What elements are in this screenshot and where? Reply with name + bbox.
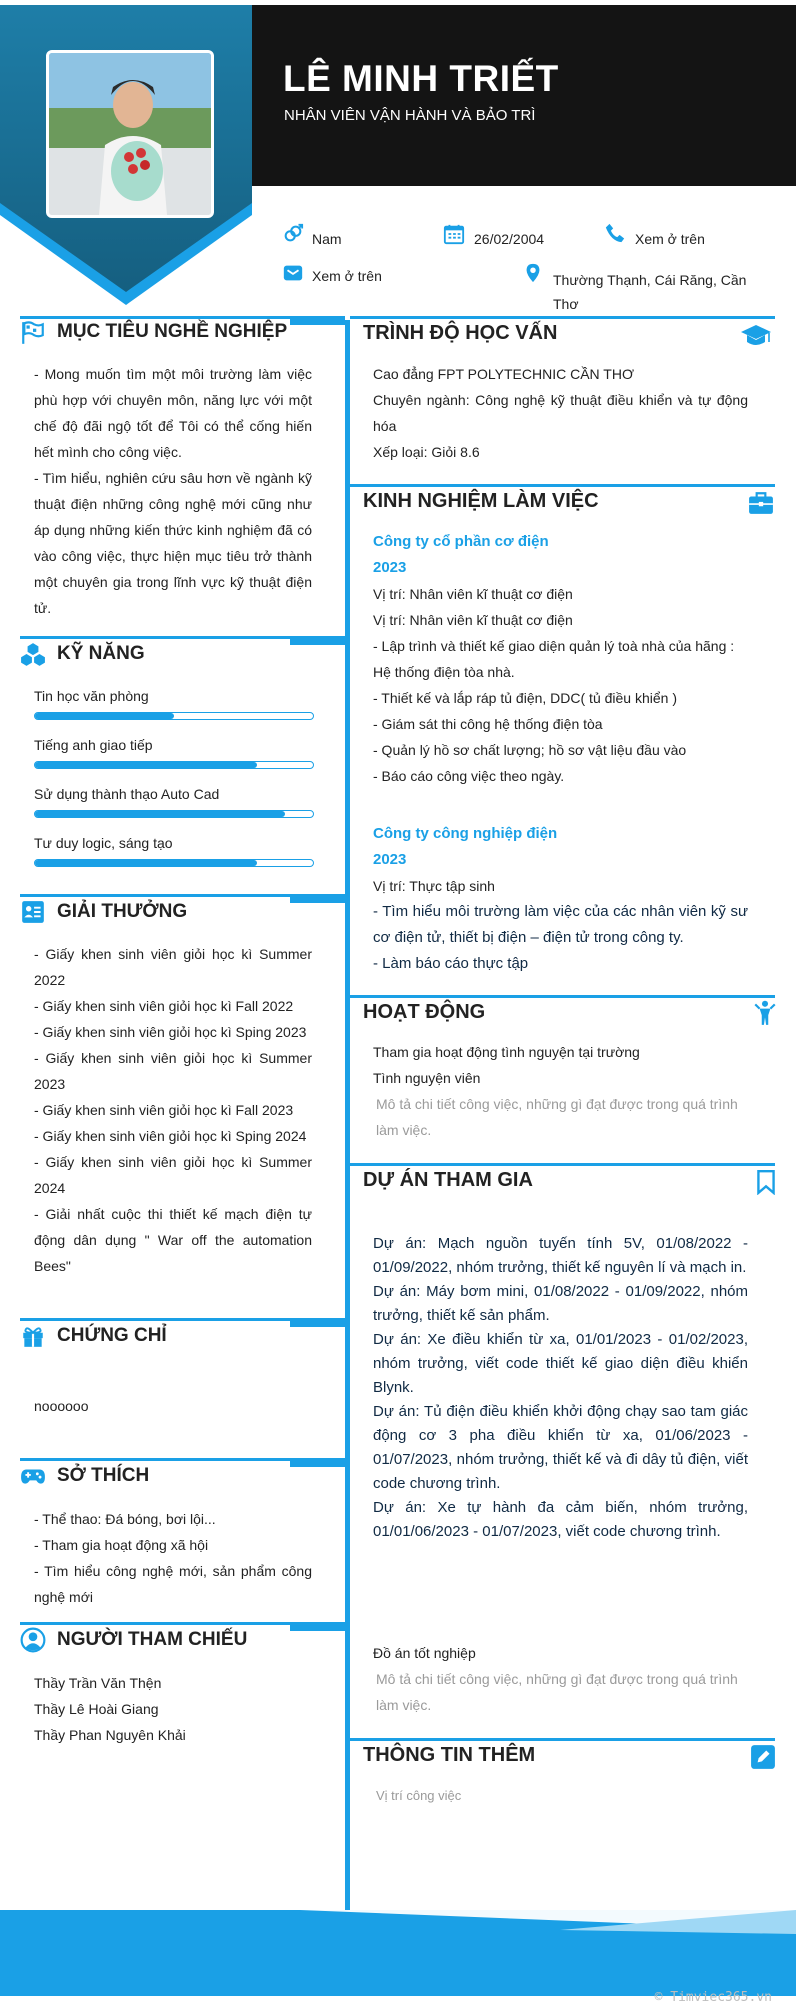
graduation-cap-icon (740, 322, 772, 350)
section-rule (350, 484, 775, 487)
job-line: - Tìm hiểu môi trường làm việc của các nhân viên kỹ sư cơ điện tử, thiết bị điện – điện tử trong công ty. (373, 903, 748, 946)
career-goal-paragraph: - Mong muốn tìm một môi trường làm việc phù hợp với chuyên môn, năng lực với một chế độ đãi ngộ tốt để Tôi có thể cống hiến hết mình cho công việc. (34, 366, 312, 460)
education-grade: Xếp loại: Giỏi 8.6 (373, 444, 480, 460)
award-item: - Giấy khen sinh viên giỏi học kì Summer 2022 (34, 946, 312, 988)
projects-list (373, 1232, 748, 1544)
job-line: Vị trí: Nhân viên kĩ thuật cơ điện (373, 612, 573, 628)
phone-icon (604, 222, 626, 244)
section-tab (290, 1318, 345, 1327)
reference-item: Thầy Trần Văn Thện (34, 1675, 162, 1691)
award-item: - Giấy khen sinh viên giỏi học kì Sping 2023 (34, 1024, 307, 1040)
skill-bar (34, 810, 314, 818)
hobbies-title: SỞ THÍCH (57, 1465, 150, 1486)
skill-name: Tiếng anh giao tiếp (34, 737, 153, 753)
references-list (34, 1670, 312, 1748)
award-item: - Giải nhất cuộc thi thiết kế mạch điện tự động dân dụng " War off the automation Bees" (34, 1206, 312, 1274)
cubes-icon (20, 641, 46, 667)
skill-name: Tư duy logic, sáng tạo (34, 835, 173, 851)
skill-name: Sử dụng thành thạo Auto Cad (34, 786, 220, 802)
project-item: Dự án: Máy bơm mini, 01/08/2022 - 01/09/2022, nhóm trưởng, thiết kế sản phẩm. (373, 1283, 748, 1324)
skill-bar (34, 761, 314, 769)
email-icon (282, 262, 304, 284)
skill-bar (34, 859, 314, 867)
credit-text: © Timviec365.vn (654, 1990, 772, 2005)
skill-level (35, 860, 257, 866)
award-item: - Giấy khen sinh viên giỏi học kì Fall 2023 (34, 1102, 294, 1118)
user-circle-icon (20, 1627, 46, 1653)
award-item: - Giấy khen sinh viên giỏi học kì Summer 2023 (34, 1050, 312, 1092)
footer-band (0, 1910, 796, 1996)
education-details (373, 361, 748, 465)
hobbies-list (34, 1506, 312, 1610)
award-item: - Giấy khen sinh viên giỏi học kì Summer 2024 (34, 1154, 312, 1196)
email-value[interactable]: Xem ở trên (312, 268, 382, 284)
company-name: Công ty cổ phần cơ điện (373, 533, 549, 550)
section-tab (290, 1458, 345, 1467)
section-rule (350, 995, 775, 998)
skill-bar (34, 712, 314, 720)
skill-name: Tin học văn phòng (34, 688, 149, 704)
certificates-text: noooooo (34, 1398, 89, 1414)
avatar (46, 50, 214, 218)
award-item: - Giấy khen sinh viên giỏi học kì Sping 2024 (34, 1128, 307, 1144)
column-divider (345, 320, 350, 1920)
calendar-icon (443, 223, 465, 245)
section-tab (290, 1622, 345, 1631)
gift-icon (20, 1323, 46, 1349)
career-goal-title: MỤC TIÊU NGHỀ NGHIỆP (57, 321, 288, 342)
experience-job-2 (373, 821, 748, 977)
extra-info-placeholder[interactable]: Vị trí công việc (376, 1788, 462, 1803)
birthday-value: 26/02/2004 (474, 231, 545, 247)
gender-value: Nam (312, 231, 342, 247)
graduation-project (373, 1640, 748, 1718)
job-position: Vị trí: Thực tập sinh (373, 878, 495, 894)
job-line: - Làm báo cáo thực tập (373, 955, 529, 972)
section-tab (290, 316, 345, 325)
job-year: 2023 (373, 559, 407, 576)
address-value: Thường Thạnh, Cái Răng, Cần Thơ (553, 272, 747, 312)
job-line: - Thiết kế và lắp ráp tủ điện, DDC( tủ điều khiển ) (373, 690, 678, 706)
flag-icon (20, 320, 46, 346)
project-item: Dự án: Tủ điện điều khiển khởi động chạy sao tam giác động cơ 3 pha điều khiển từ xa, 01/06/2023 - 01/07/2023, nhóm trưởng, thiết kế và đi dây tủ điện, viết code chương trình. (373, 1403, 748, 1492)
company-name: Công ty công nghiệp điện (373, 825, 558, 842)
project-item: Dự án: Xe điều khiển từ xa, 01/01/2023 - 01/02/2023, nhóm trưởng, viết code thiết kế giao diện điều khiển Blynk. (373, 1331, 748, 1396)
location-icon (522, 262, 544, 284)
career-goal-text (34, 361, 312, 621)
reference-item: Thầy Phan Nguyên Khải (34, 1727, 186, 1743)
career-goal-paragraph: - Tìm hiểu, nghiên cứu sâu hơn về ngành kỹ thuật điện những công nghệ mới cũng như áp dụng những kiến thức kinh nghiệm đã có vào công việc, thực hiện mục tiêu trở thành một chuyên gia trong lĩnh vực kỹ thuật điện tử. (34, 470, 312, 616)
job-year: 2023 (373, 851, 407, 868)
skills-title: KỸ NĂNG (57, 643, 145, 664)
graduation-title: Đồ án tốt nghiệp (373, 1645, 476, 1661)
job-line: - Giám sát thi công hệ thống điện tòa (373, 716, 603, 732)
hobby-item: - Tham gia hoạt động xã hội (34, 1537, 209, 1553)
awards-list (34, 941, 312, 1279)
skill-level (35, 713, 174, 719)
briefcase-icon (748, 490, 774, 516)
candidate-name: LÊ MINH TRIẾT (283, 58, 559, 99)
section-rule (350, 316, 775, 319)
person-icon (752, 1000, 778, 1026)
project-item: Dự án: Xe tự hành đa cảm biến, nhóm trưởng, 01/01/06/2023 - 01/07/2023, viết code chương trình. (373, 1499, 748, 1540)
extra-info-title: THÔNG TIN THÊM (363, 1744, 536, 1766)
bookmark-icon (753, 1169, 779, 1195)
activities-title: HOẠT ĐỘNG (363, 1001, 486, 1023)
hobby-item: - Thể thao: Đá bóng, bơi lội... (34, 1511, 216, 1527)
activities-details (373, 1039, 748, 1143)
skill-level (35, 762, 257, 768)
certificates-title: CHỨNG CHỈ (57, 1325, 167, 1346)
job-line: - Quản lý hồ sơ chất lượng; hồ sơ vật liệu đầu vào (373, 742, 687, 758)
hobby-item: - Tìm hiểu công nghệ mới, sản phẩm công nghệ mới (34, 1563, 312, 1605)
edit-icon (750, 1744, 776, 1770)
skill-level (35, 811, 285, 817)
project-item: Dự án: Mạch nguồn tuyến tính 5V, 01/08/2022 - 01/09/2022, nhóm trưởng, thiết kế nguyên lí và mạch in. (373, 1235, 748, 1276)
awards-title: GIẢI THƯỞNG (57, 901, 188, 922)
job-line: - Báo cáo công việc theo ngày. (373, 768, 565, 784)
gender-icon (282, 223, 304, 245)
experience-title: KINH NGHIỆM LÀM VIỆC (363, 490, 599, 512)
education-school: Cao đẳng FPT POLYTECHNIC CẦN THƠ (373, 366, 634, 382)
job-line: - Lập trình và thiết kế giao diện quản lý toà nhà của hãng : Hệ thống điện tòa nhà. (373, 638, 735, 680)
experience-job-1 (373, 529, 748, 789)
award-list-icon (20, 899, 46, 925)
section-tab (290, 636, 345, 645)
gamepad-icon (20, 1463, 46, 1489)
phone-value[interactable]: Xem ở trên (635, 231, 705, 247)
graduation-placeholder[interactable]: Mô tả chi tiết công việc, những gì đạt được trong quá trình làm việc. (376, 1671, 738, 1713)
job-line: Vị trí: Nhân viên kĩ thuật cơ điện (373, 586, 573, 602)
references-title: NGƯỜI THAM CHIẾU (57, 1629, 248, 1650)
activity-placeholder[interactable]: Mô tả chi tiết công việc, những gì đạt được trong quá trình làm việc. (376, 1096, 738, 1138)
section-tab (290, 894, 345, 903)
section-rule (350, 1738, 775, 1741)
education-title: TRÌNH ĐỘ HỌC VẤN (363, 322, 558, 344)
award-item: - Giấy khen sinh viên giỏi học kì Fall 2022 (34, 998, 294, 1014)
job-title: NHÂN VIÊN VẬN HÀNH VÀ BẢO TRÌ (284, 107, 536, 124)
education-major: Chuyên ngành: Công nghệ kỹ thuật điều khiển và tự động hóa (373, 392, 748, 434)
activity-line: Tham gia hoạt động tình nguyện tại trường (373, 1044, 640, 1060)
reference-item: Thầy Lê Hoài Giang (34, 1701, 159, 1717)
projects-title: DỰ ÁN THAM GIA (363, 1169, 533, 1191)
section-rule (350, 1163, 775, 1166)
activity-line: Tình nguyện viên (373, 1070, 481, 1086)
